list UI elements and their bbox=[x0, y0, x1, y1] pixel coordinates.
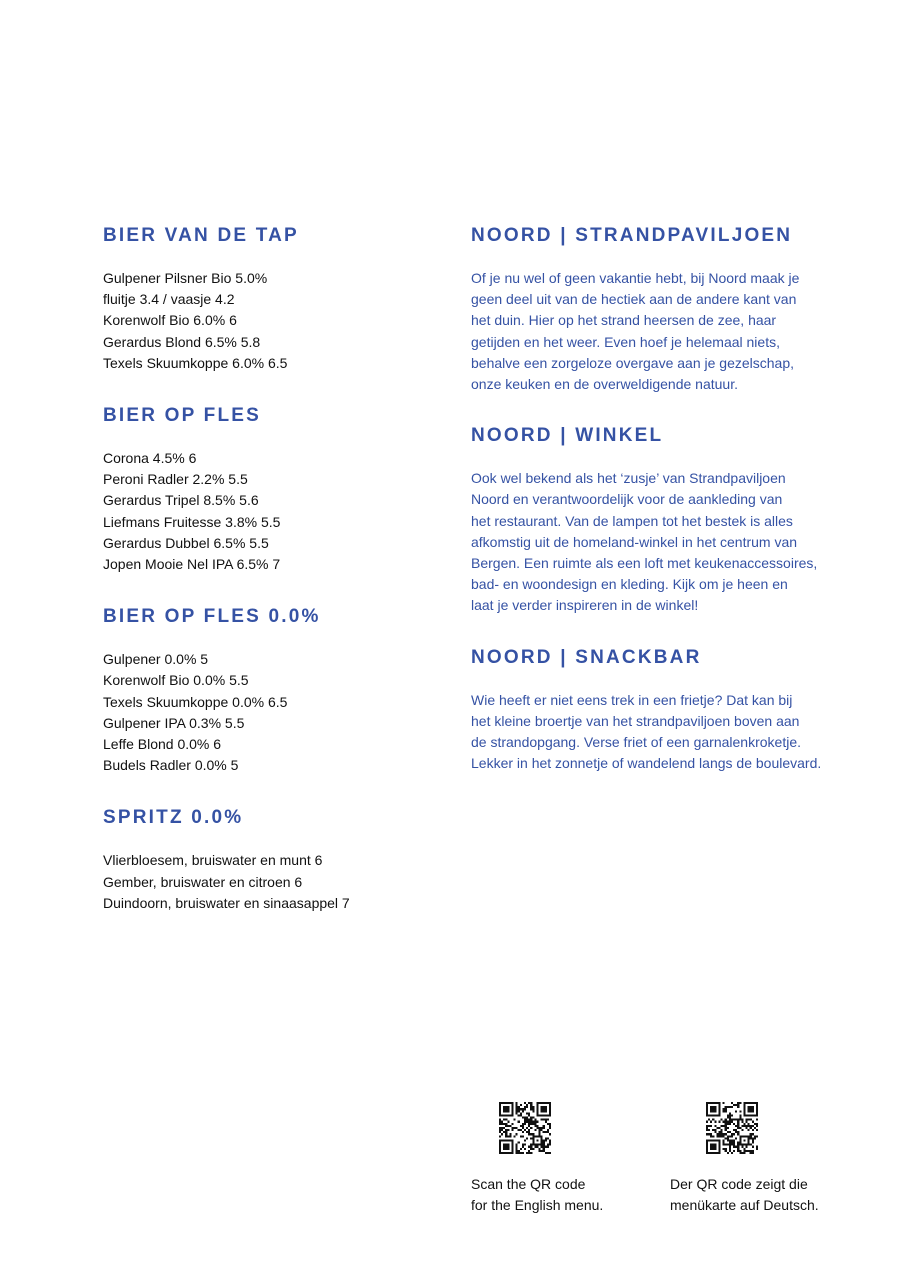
section-body: Of je nu wel of geen vakantie hebt, bij Noord maak je geen deel uit van de hectiek aan de andere kant van het duin. Hier op het strand heersen de zee, haar getijden en het weer. Even hoef je helemaal niets, behalve een zorgeloze overgave aan je gezelschap, onze keuken en de overweldigende natuur. bbox=[471, 270, 800, 393]
section-bier-van-de-tap bbox=[103, 224, 433, 374]
menu-list bbox=[103, 448, 433, 575]
qr-english[interactable] bbox=[471, 1102, 651, 1216]
section-title: NOORD | WINKEL bbox=[471, 425, 664, 447]
qr-caption: Der QR code zeigt die menükarte auf Deutsch. bbox=[670, 1176, 819, 1213]
section-spritz bbox=[103, 806, 433, 914]
menu-item: Budels Radler 0.0% 5 bbox=[103, 757, 239, 774]
section-bier-op-fles-alcoholvrij bbox=[103, 605, 433, 776]
section-title: SPRITZ 0.0% bbox=[103, 807, 244, 829]
menu-item: Gerardus Dubbel 6.5% 5.5 bbox=[103, 534, 269, 551]
section-title: BIER VAN DE TAP bbox=[103, 225, 299, 246]
qr-german[interactable] bbox=[670, 1102, 870, 1216]
menu-item: Vlierbloesem, bruiswater en munt 6 bbox=[103, 852, 323, 869]
menu-item: Korenwolf Bio 0.0% 5.5 bbox=[103, 672, 249, 689]
menu-item: Gerardus Tripel 8.5% 5.6 bbox=[103, 492, 259, 509]
section-body: Wie heeft er niet eens trek in een frietje? Dat kan bij het kleine broertje van het strandpaviljoen boven aan de strandopgang. Verse friet of een garnalenkroketje. Lekker in het zonnetje of wandelend langs de boulevard. bbox=[471, 691, 822, 772]
section-winkel bbox=[471, 424, 831, 616]
menu-item: Gulpener Pilsner Bio 5.0% bbox=[103, 270, 268, 286]
menu-item: Duindoorn, bruiswater en sinaasappel 7 bbox=[103, 894, 350, 911]
menu-item: Gulpener 0.0% 5 bbox=[103, 651, 209, 668]
section-title: NOORD | STRANDPAVILJOEN bbox=[471, 225, 793, 246]
section-title: NOORD | SNACKBAR bbox=[471, 646, 702, 668]
menu-item: Corona 4.5% 6 bbox=[103, 450, 197, 467]
section-title: BIER OP FLES bbox=[103, 405, 262, 427]
section-body: Ook wel bekend als het ‘zusje’ van Strandpaviljoen Noord en verantwoordelijk voor de aankleding van het restaurant. Van de lampen tot het bestek is alles afkomstig uit de homeland-winkel in het centrum van Bergen. Een ruimte als een loft met keukenaccessoires, bad- en woondesign en kleding. Kijk om je heen en laat je verder inspireren in de winkel! bbox=[471, 470, 818, 614]
menu-list bbox=[103, 649, 433, 776]
menu-item: Texels Skuumkoppe 0.0% 6.5 bbox=[103, 693, 288, 710]
section-snackbar bbox=[471, 646, 831, 775]
section-strandpaviljoen bbox=[471, 224, 831, 395]
menu-item: Gember, bruiswater en citroen 6 bbox=[103, 873, 303, 890]
section-bier-op-fles bbox=[103, 404, 433, 575]
qr-code-icon[interactable] bbox=[499, 1102, 551, 1154]
menu-item: Gulpener IPA 0.3% 5.5 bbox=[103, 714, 245, 731]
menu-item: Jopen Mooie Nel IPA 6.5% 7 bbox=[103, 556, 281, 573]
about-column bbox=[471, 224, 831, 803]
menu-item: Korenwolf Bio 6.0% 6 bbox=[103, 312, 237, 329]
qr-code-icon[interactable] bbox=[706, 1102, 758, 1154]
menu-item: Gerardus Blond 6.5% 5.8 bbox=[103, 333, 261, 350]
menu-item: fluitje 3.4 / vaasje 4.2 bbox=[103, 291, 235, 308]
menu-item: Peroni Radler 2.2% 5.5 bbox=[103, 471, 248, 488]
menu-list bbox=[103, 268, 433, 374]
drinks-column bbox=[103, 224, 433, 944]
menu-item: Leffe Blond 0.0% 6 bbox=[103, 736, 222, 753]
menu-item: Liefmans Fruitesse 3.8% 5.5 bbox=[103, 513, 281, 530]
menu-list bbox=[103, 850, 433, 914]
menu-item: Texels Skuumkoppe 6.0% 6.5 bbox=[103, 354, 288, 371]
qr-caption: Scan the QR code for the English menu. bbox=[471, 1176, 604, 1213]
section-title: BIER OP FLES 0.0% bbox=[103, 606, 321, 628]
